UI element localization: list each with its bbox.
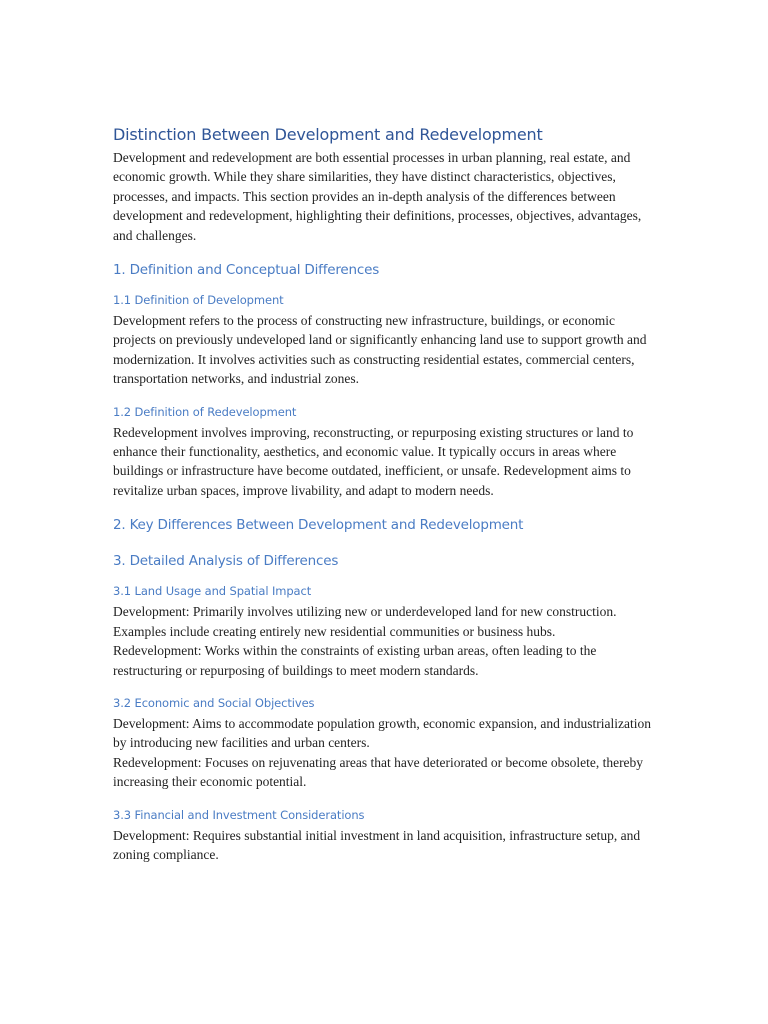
section-1-heading: 1. Definition and Conceptual Differences <box>113 262 380 279</box>
section-3-1-heading: 3.1 Land Usage and Spatial Impact <box>113 584 312 599</box>
section-1-1-heading: 1.1 Definition of Development <box>113 293 284 308</box>
intro-paragraph: Development and redevelopment are both essential processes in urban planning, real estate, and economic growth. While they share similarities, they have distinct characteristics, objectives, processes, and impacts. This section provides an in-depth analysis of the differences between development and redevelopment, highlighting their definitions, processes, objectives, advantages, and challenges. <box>113 150 642 243</box>
section-2-heading: 2. Key Differences Between Development and Redevelopment <box>113 517 524 534</box>
section-1-2-paragraph: Redevelopment involves improving, reconstructing, or repurposing existing structures or land to enhance their functionality, aesthetics, and economic value. It typically occurs in areas where buildings or infrastructure have become outdated, inefficient, or unsafe. Redevelopment aims to revitalize urban spaces, improve livability, and adapt to modern needs. <box>113 424 634 498</box>
section-3-2-heading: 3.2 Economic and Social Objectives <box>113 695 315 710</box>
section-3-heading: 3. Detailed Analysis of Differences <box>113 553 339 570</box>
document-title: Distinction Between Development and Redevelopment <box>113 125 543 144</box>
section-3-1-development: Development: Primarily involves utilizing new or underdeveloped land for new construction. Examples include creating entirely new residential communities or business hubs. <box>113 604 617 639</box>
section-1-1-paragraph: Development refers to the process of constructing new infrastructure, buildings, or economic projects on previously undeveloped land or significantly enhancing land use to support growth and modernization. It involves activities such as constructing residential estates, commercial centers, transportation networks, and industrial zones. <box>113 313 647 387</box>
section-3-1-redevelopment: Redevelopment: Works within the constraints of existing urban areas, often leading to the restructuring or repurposing of buildings to meet modern standards. <box>113 643 597 678</box>
section-1-2-heading: 1.2 Definition of Redevelopment <box>113 404 297 419</box>
section-3-3-heading: 3.3 Financial and Investment Considerations <box>113 807 365 822</box>
section-3-2-redevelopment: Redevelopment: Focuses on rejuvenating areas that have deteriorated or become obsolete, thereby increasing their economic potential. <box>113 754 644 790</box>
section-3-3-development: Development: Requires substantial initial investment in land acquisition, infrastructure setup, and zoning compliance. <box>113 827 641 862</box>
section-3-2-development: Development: Aims to accommodate population growth, economic expansion, and industrialization by introducing new facilities and urban centers. <box>113 715 652 751</box>
